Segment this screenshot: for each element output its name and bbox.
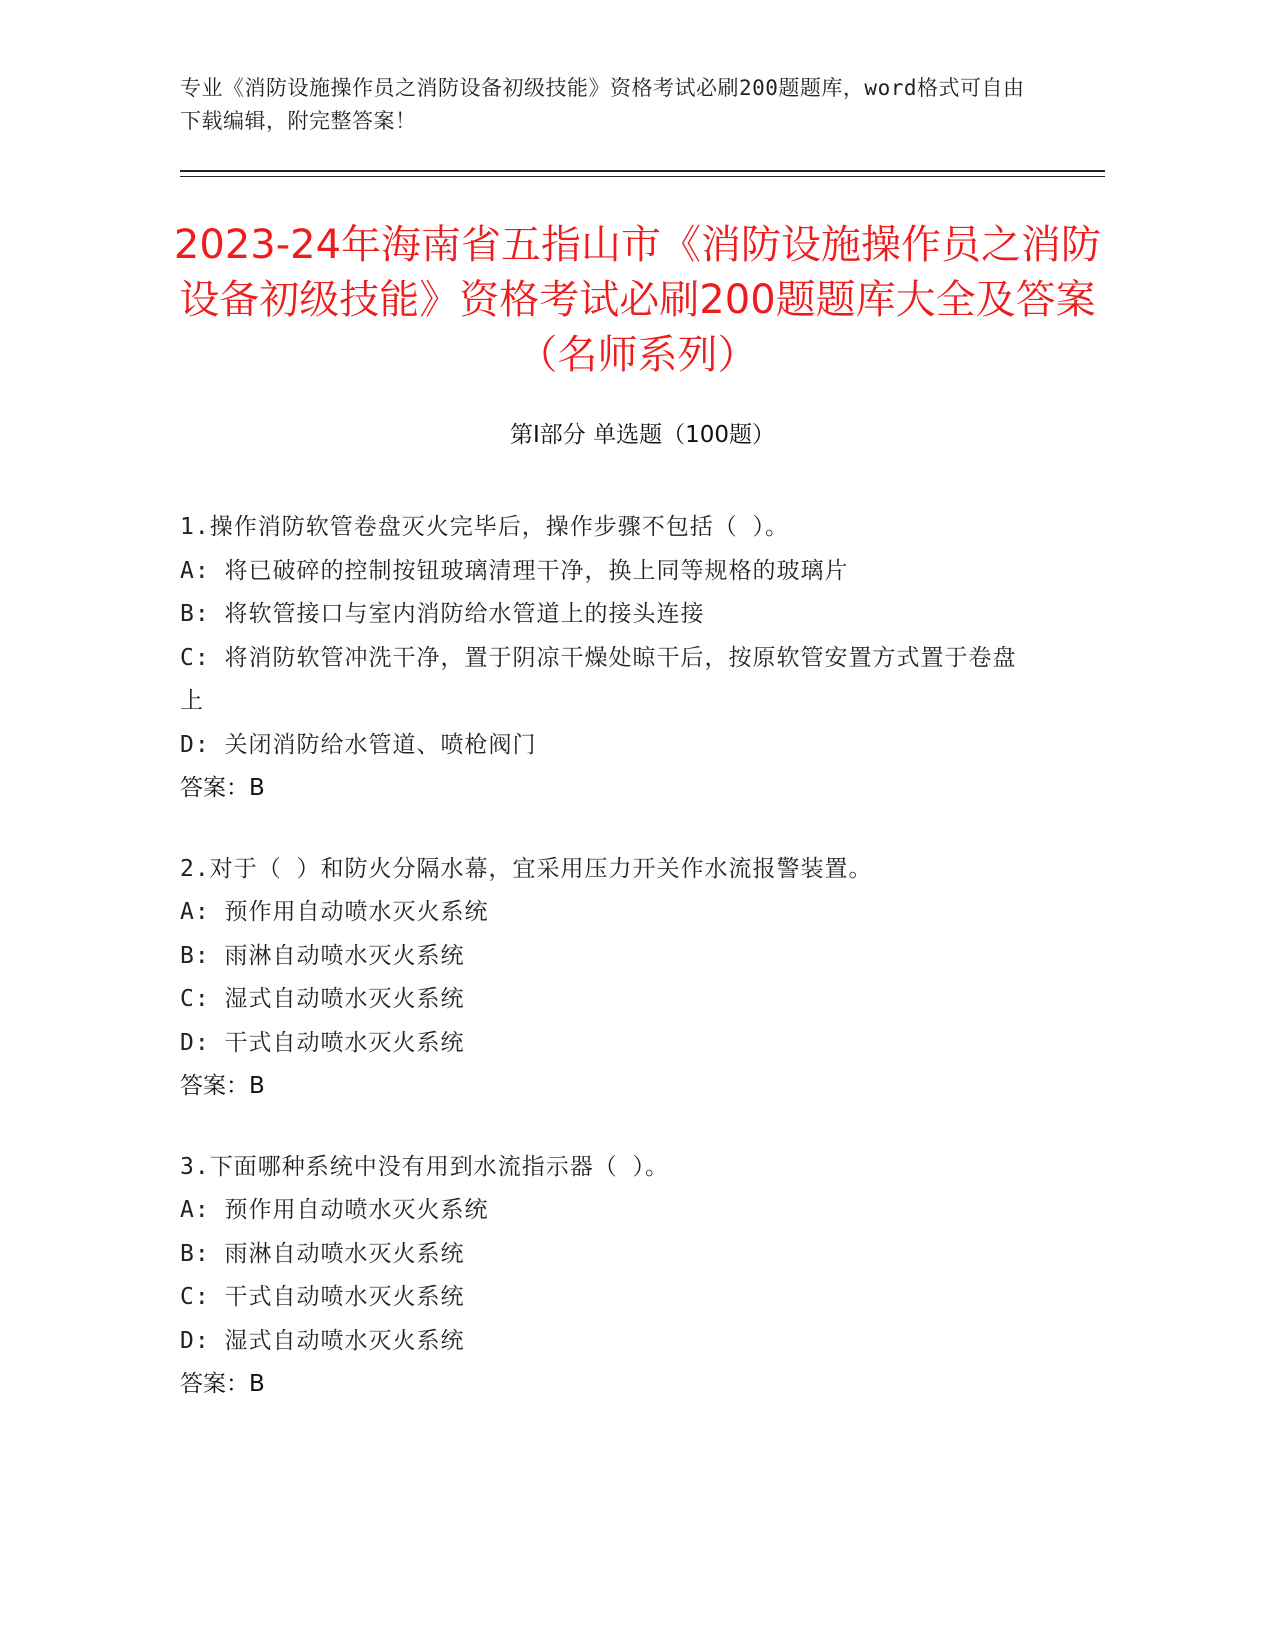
- option-a: A: 将已破碎的控制按钮玻璃清理干净，换上同等规格的玻璃片: [180, 557, 849, 584]
- option-a: A: 预作用自动喷水灭火系统: [180, 899, 489, 925]
- answer-line: 答案：B: [180, 1073, 265, 1099]
- option-b: B: 将软管接口与室内消防给水管道上的接头连接: [180, 601, 705, 627]
- section-heading: 第Ⅰ部分 单选题（100题）: [510, 422, 775, 448]
- option-c: C: 将消防软管冲洗干净，置于阴凉干燥处晾干后，按原软管安置方式置于卷盘上: [180, 644, 1017, 714]
- option-b: B: 雨淋自动喷水灭火系统: [180, 1240, 465, 1267]
- answer-line: 答案：B: [180, 1371, 265, 1397]
- option-d: D: 关闭消防给水管道、喷枪阀门: [180, 731, 537, 758]
- question-2: [180, 848, 1040, 1109]
- question-stem: 1.操作消防软管卷盘灭火完毕后，操作步骤不包括（ ）。: [180, 514, 790, 540]
- option-c: C: 干式自动喷水灭火系统: [180, 1284, 465, 1310]
- option-a: A: 预作用自动喷水灭火系统: [180, 1197, 489, 1223]
- answer-line: 答案：B: [180, 775, 265, 801]
- question-stem: 3.下面哪种系统中没有用到水流指示器（ ）。: [180, 1153, 670, 1180]
- option-d: D: 湿式自动喷水灭火系统: [180, 1327, 465, 1354]
- header-note: 专业《消防设施操作员之消防设备初级技能》资格考试必刷200题题库，word格式可自由下载编辑，附完整答案！: [180, 76, 1025, 133]
- option-b: B: 雨淋自动喷水灭火系统: [180, 942, 465, 969]
- document-title: 2023-24年海南省五指山市《消防设施操作员之消防设备初级技能》资格考试必刷200题题库大全及答案（名师系列）: [173, 222, 1102, 378]
- header-divider-thin: [180, 176, 1105, 177]
- option-d: D: 干式自动喷水灭火系统: [180, 1029, 465, 1056]
- question-3: [180, 1146, 1040, 1407]
- header-divider-thick: [180, 170, 1105, 172]
- question-stem: 2.对于（ ）和防火分隔水幕，宜采用压力开关作水流报警装置。: [180, 855, 873, 882]
- question-list: [180, 506, 1040, 1444]
- question-1: [180, 506, 1040, 811]
- option-c: C: 湿式自动喷水灭火系统: [180, 986, 465, 1012]
